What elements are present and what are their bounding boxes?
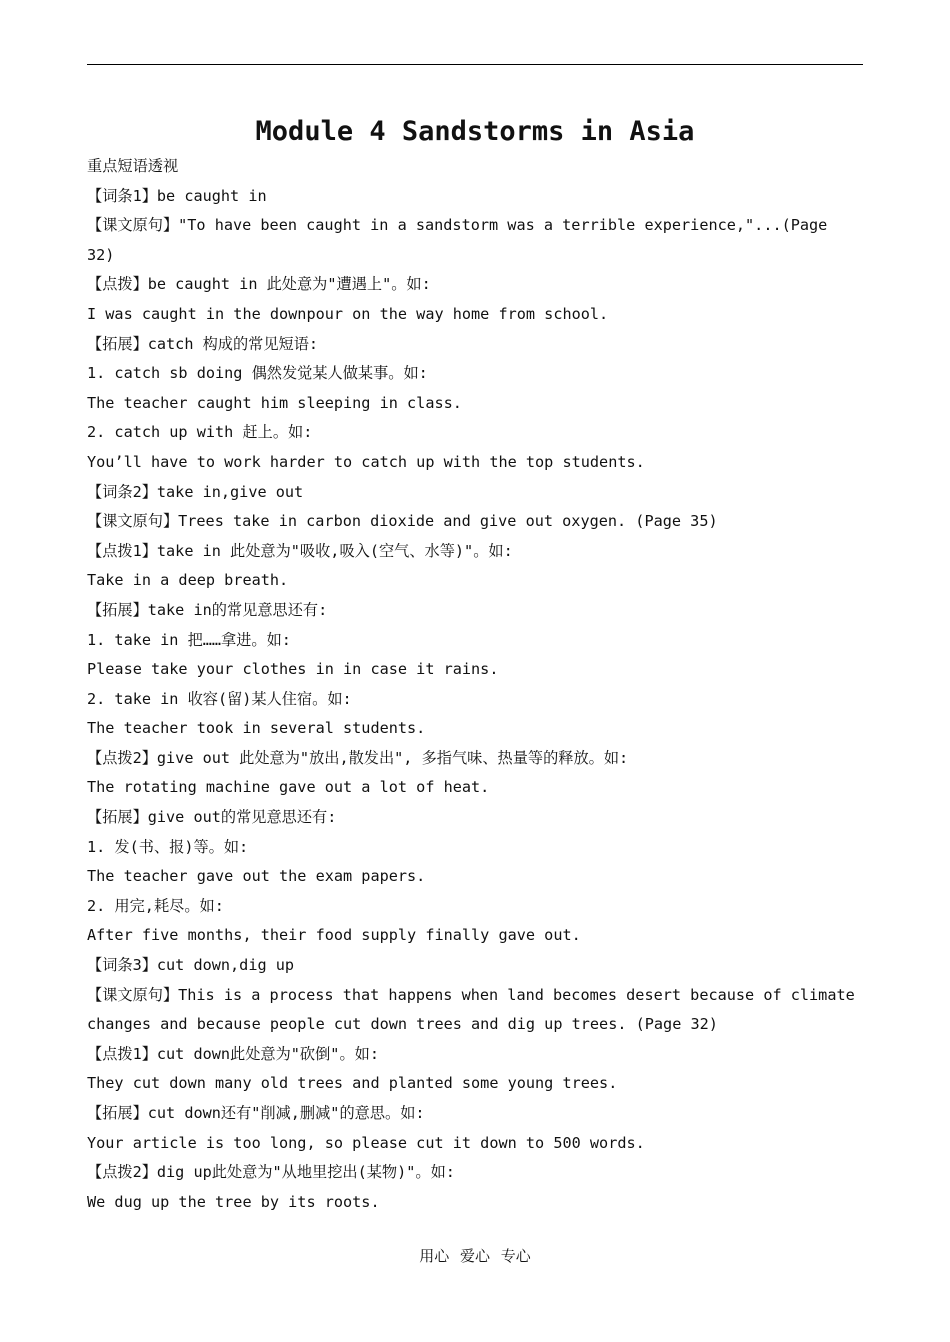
- example-sentence: The teacher gave out the exam papers.: [87, 867, 426, 886]
- example-sentence: Please take your clothes in in case it rains.: [87, 660, 499, 679]
- text-line: 【课文原句】This is a process that happens when land becomes desert because of climate: [87, 985, 855, 1004]
- text-line: 【点拨1】cut down此处意为"砍倒"。如:: [87, 1044, 379, 1063]
- text-line: 2. 用完,耗尽。如:: [87, 896, 224, 915]
- entry-heading: 【词条3】cut down,dig up: [87, 956, 295, 975]
- text-line: changes and because people cut down trees and dig up trees. (Page 32): [87, 1015, 718, 1034]
- page-title: Module 4 Sandstorms in Asia: [255, 116, 695, 147]
- text-line: 【拓展】take in的常见意思还有:: [87, 600, 328, 619]
- example-sentence: I was caught in the downpour on the way home from school.: [87, 304, 609, 323]
- example-sentence: We dug up the tree by its roots.: [87, 1192, 380, 1211]
- text-line: 【点拨】be caught in 此处意为"遭遇上"。如:: [87, 275, 431, 294]
- text-line: 32): [87, 245, 115, 264]
- example-sentence: The rotating machine gave out a lot of heat.: [87, 778, 490, 797]
- text-line: 【课文原句】Trees take in carbon dioxide and give out oxygen. (Page 35): [87, 512, 718, 531]
- text-line: 【点拨2】dig up此处意为"从地里挖出(某物)"。如:: [87, 1163, 455, 1182]
- document-body: [87, 152, 865, 1217]
- example-sentence: After five months, their food supply finally gave out.: [87, 926, 581, 945]
- section-heading: 重点短语透视: [87, 157, 179, 175]
- entry-heading: 【词条2】take in,give out: [87, 482, 304, 501]
- text-line: 【课文原句】"To have been caught in a sandstorm was a terrible experience,"...(Page: [87, 216, 828, 235]
- text-line: 【点拨2】give out 此处意为"放出,散发出", 多指气味、热量等的释放。如:: [87, 748, 629, 767]
- example-sentence: The teacher caught him sleeping in class.: [87, 393, 462, 412]
- text-line: 【点拨1】take in 此处意为"吸收,吸入(空气、水等)"。如:: [87, 541, 513, 560]
- example-sentence: The teacher took in several students.: [87, 719, 426, 738]
- example-sentence: Take in a deep breath.: [87, 571, 289, 590]
- text-line: 【拓展】catch 构成的常见短语:: [87, 334, 319, 353]
- example-sentence: They cut down many old trees and planted some young trees.: [87, 1074, 618, 1093]
- text-line: 2. catch up with 赶上。如:: [87, 423, 313, 442]
- entry-heading: 【词条1】be caught in: [87, 186, 267, 205]
- example-sentence: You’ll have to work harder to catch up with the top students.: [87, 452, 645, 471]
- page-footer: 用心 爱心 专心: [419, 1247, 531, 1265]
- text-line: 1. 发(书、报)等。如:: [87, 837, 249, 856]
- text-line: 2. take in 收容(留)某人住宿。如:: [87, 689, 352, 708]
- header-rule: [87, 64, 863, 65]
- text-line: 【拓展】give out的常见意思还有:: [87, 808, 337, 827]
- text-line: 1. take in 把……拿进。如:: [87, 630, 291, 649]
- example-sentence: Your article is too long, so please cut it down to 500 words.: [87, 1133, 645, 1152]
- text-line: 1. catch sb doing 偶然发觉某人做某事。如:: [87, 364, 428, 383]
- text-line: 【拓展】cut down还有"削减,删减"的意思。如:: [87, 1104, 425, 1122]
